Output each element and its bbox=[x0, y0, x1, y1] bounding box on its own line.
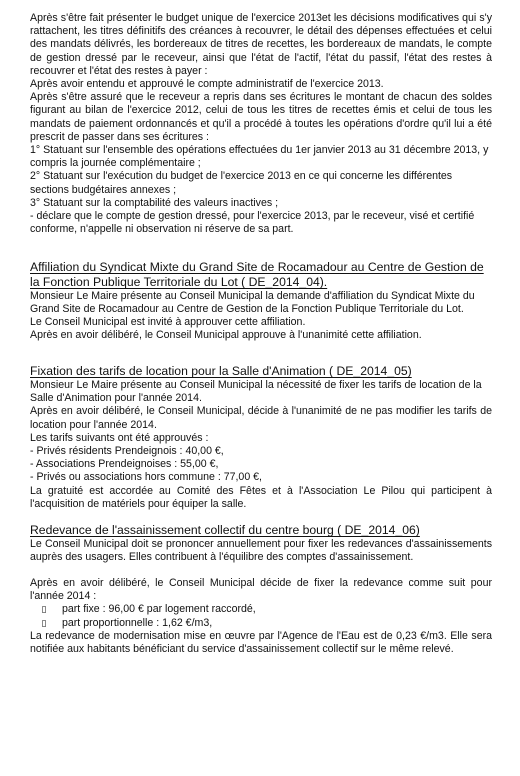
section-affiliation bbox=[30, 260, 492, 342]
affiliation-paragraph-2: Le Conseil Municipal est invité à approuver cette affiliation. bbox=[30, 316, 306, 329]
section-tarifs bbox=[30, 364, 492, 511]
intro-block bbox=[30, 12, 492, 236]
intro-paragraph-5: 2° Statuant sur l'exécution du budget de l'exercice 2013 en ce qui concerne les différentes sections budgétaires annexes ; bbox=[30, 170, 453, 196]
tarif-item: - Privés résidents Prendeignois : 40,00 €, bbox=[30, 445, 224, 458]
tarifs-paragraph-2: Après en avoir délibéré, le Conseil Municipal, décide à l'unanimité de ne pas modifier les tarifs de location pour l'année 2014. bbox=[30, 405, 492, 431]
tarif-item: - Associations Prendeignoises : 55,00 €, bbox=[30, 458, 219, 471]
affiliation-paragraph-1: Monsieur Le Maire présente au Conseil Municipal la demande d'affiliation du Syndicat Mixte du Grand Site de Rocamadour au Centre de Gestion de la Fonction Publique Territoriale du Lot. bbox=[30, 289, 475, 315]
intro-paragraph-7: - déclare que le compte de gestion dressé, pour l'exercice 2013, par le receveur, visé et certifié conforme, n'appelle ni observation ni réserve de sa part. bbox=[30, 210, 475, 236]
spacer bbox=[30, 236, 492, 260]
affiliation-paragraph-3: Après en avoir délibéré, le Conseil Municipal approuve à l'unanimité cette affiliation. bbox=[30, 329, 422, 342]
redevance-paragraph-1: Le Conseil Municipal doit se prononcer annuellement pour fixer les redevances d'assainissements auprès des usagers. Elles contribuent à l'équilibre des comptes d'assainissement. bbox=[30, 537, 492, 563]
intro-paragraph-2: Après avoir entendu et approuvé le compte administratif de l'exercice 2013. bbox=[30, 78, 384, 91]
redevance-paragraph-3: La redevance de modernisation mise en œuvre par l'Agence de l'Eau est de 0,23 €/m3. Elle sera notifiée aux habitants bénéficiant du service d'assainissement collectif sur le même relevé. bbox=[30, 629, 492, 656]
tarif-item: - Privés ou associations hors commune : 77,00 €, bbox=[30, 471, 262, 484]
redevance-bullet bbox=[30, 617, 492, 630]
spacer bbox=[30, 511, 492, 523]
intro-paragraph-4: 1° Statuant sur l'ensemble des opérations effectuées du 1er janvier 2013 au 31 décembre 2013, y compris la journée complémentaire ; bbox=[30, 144, 489, 170]
section-title-affiliation: Affiliation du Syndicat Mixte du Grand Site de Rocamadour au Centre de Gestion de la Fonction Publique Territoriale du Lot ( DE_2014_04). bbox=[30, 260, 484, 290]
missing-glyph-icon: ▯ bbox=[41, 617, 47, 628]
bullet-text: part proportionnelle : 1,62 €/m3, bbox=[62, 616, 213, 629]
intro-paragraph-1: Après s'être fait présenter le budget unique de l'exercice 2013et les décisions modificatives qui s'y rattachent, les titres définitifs des créances à recouvrer, le détail des dépenses effectuées et celui des mandats délivrés, les bordereaux de titres de recettes, les bordereaux de mandats, le compte de gestion dressé par le receveur, ainsi que l'état de l'actif, l'état du passif, l'état des restes à recouvrer et l'état des restes à payer : bbox=[30, 12, 492, 77]
section-title-tarifs: Fixation des tarifs de location pour la Salle d'Animation ( DE_2014_05) bbox=[30, 364, 412, 379]
tarifs-paragraph-3: Les tarifs suivants ont été approuvés : bbox=[30, 431, 209, 444]
section-redevance bbox=[30, 523, 492, 656]
intro-paragraph-6: 3° Statuant sur la comptabilité des valeurs inactives ; bbox=[30, 196, 279, 209]
bullet-text: part fixe : 96,00 € par logement raccordé, bbox=[62, 603, 256, 616]
spacer bbox=[30, 342, 492, 364]
redevance-paragraph-2: Après en avoir délibéré, le Conseil Municipal décide de fixer la redevance comme suit pour l'année 2014 : bbox=[30, 577, 492, 603]
missing-glyph-icon: ▯ bbox=[41, 604, 47, 615]
redevance-bullet bbox=[30, 603, 492, 616]
intro-paragraph-3: Après s'être assuré que le receveur a repris dans ses écritures le montant de chacun des soldes figurant au bilan de l'exercice 2012, celui de tous les titres de recettes émis et celui de tous les mandats de paiement ordonnancés et qu'il a procédé à toutes les opérations d'ordre qu'il lui a été prescrit de passer dans ses écritures : bbox=[30, 91, 492, 143]
tarifs-paragraph-1: Monsieur Le Maire présente au Conseil Municipal la nécessité de fixer les tarifs de location de la Salle d'Animation pour l'année 2014. bbox=[30, 379, 482, 405]
tarifs-paragraph-4: La gratuité est accordée au Comité des Fêtes et à l'Association Le Pilou qui participent à l'acquisition de matériels pour équiper la salle. bbox=[30, 484, 492, 510]
section-title-redevance: Redevance de l'assainissement collectif du centre bourg ( DE_2014_06) bbox=[30, 523, 420, 538]
spacer bbox=[30, 564, 492, 577]
